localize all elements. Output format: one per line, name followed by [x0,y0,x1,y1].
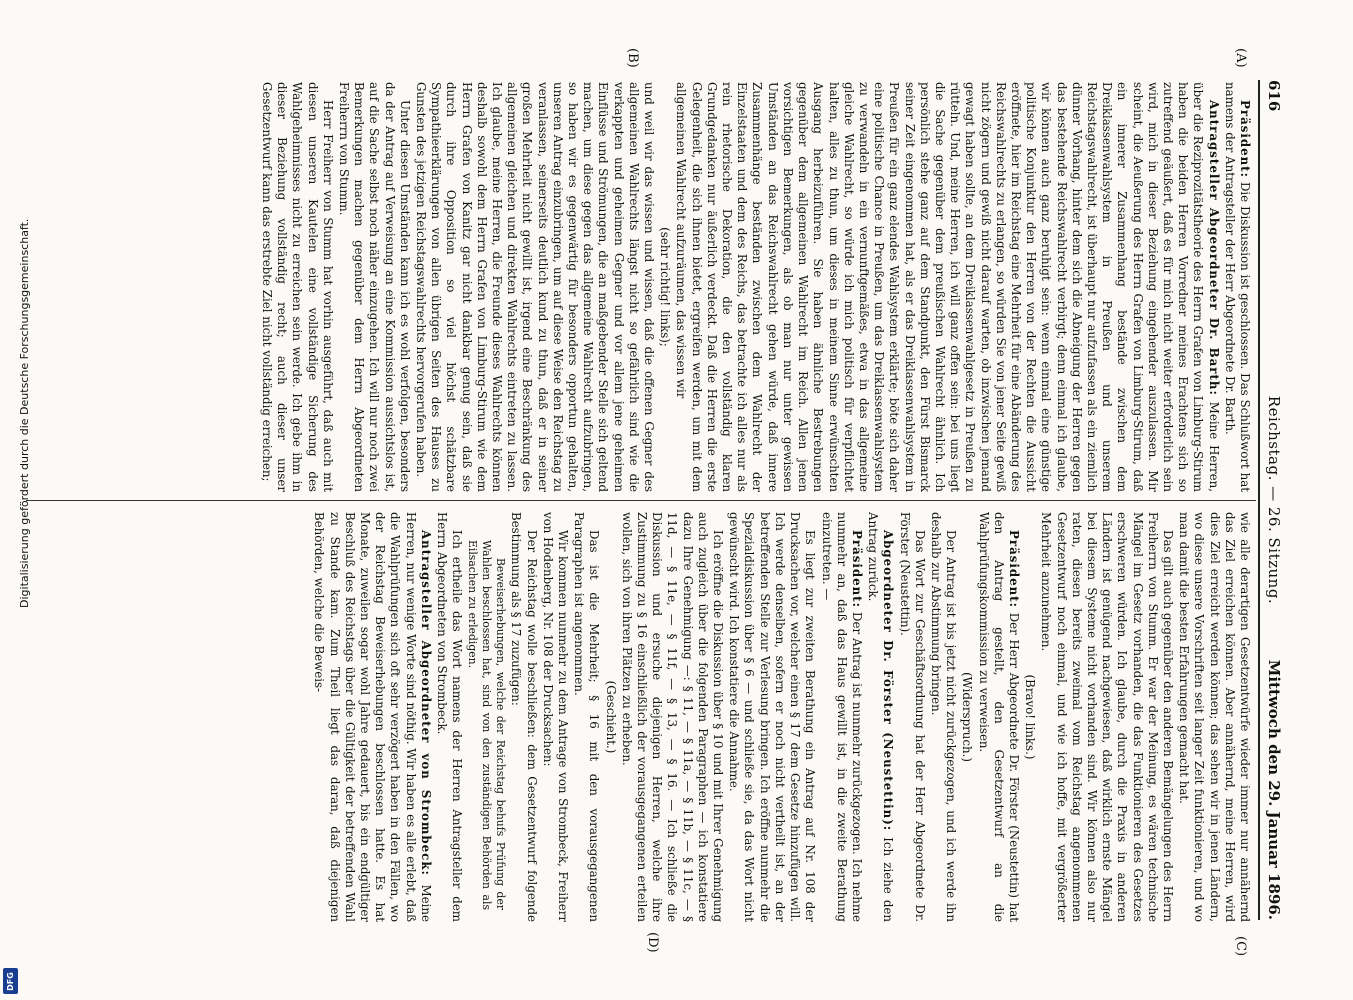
speaker-name: Präsident: [849,530,864,608]
dfg-logo [3,968,18,994]
margin-mark-a: (A) [1233,48,1248,68]
paragraph-text: (Bravo! links.) [1023,674,1038,760]
paragraph [726,512,817,922]
header-rule [1258,80,1260,920]
paragraph [602,512,617,922]
paragraph-text: (sehr richtig! links); [658,227,673,347]
speaker-name: Präsident: [1006,530,1021,608]
left-column [22,82,1252,492]
paragraph-text: Es liegt zur zweiten Berathung ein Antrag auf Nr. 108 der Drucksachen vor, welcher einen § 17 dem Gesetze hinzufügen will. Ich werde denselben, sofern er noch nicht vertheilt ist, an der betreffenden Stelle zur Verlesung bringen. Ich eröffne nunmehr die Spezialdiskussion über § 6 — und schließe sie, da das Wort nicht gewünscht wird. Ich konstatiere die Annahme. [727,512,818,922]
paragraph-text: Wir kommen nunmehr zu dem Antrage von Strombeck, Freiherr von Hodenberg, Nr. 108 der Drucksachen: [540,512,571,922]
paragraph-text: Die Diskussion ist geschlossen. Das Schlußwort hat namens der Antragsteller der Herr Abgeordnete Dr. Barth. [1222,82,1252,492]
paragraph-text: Der Reichstag wolle beschließen: dem Gesetzentwurf folgende Bestimmung als § 17 zuzufügen: [509,512,539,922]
paragraph-text: und weil wir das wissen und wissen, daß die offenen Gegner des allgemeinen Wahlrechts längst nicht so gefährlich sind wie die verkappten und geheimen Gegner und vor allem jene geheimen Einflüsse und Strömungen, die an maßgebender Stelle sich geltend machen, um diese gegen das allgemeine Wahlrecht aufzubringen, so haben wir es gegenwärtig für besonders opportun gehalten, unseren Antrag einzubringen, um auf diese Weise den Reichstag zu veranlassen, seinerseits deutlich kund zu thun, daß er in seiner großen Mehrheit nicht gewillt ist, irgend eine Beschränkung des allgemeinen gleichen und direkten Wahlrechts eintreten zu lassen. Ich glaube, meine Herren, die Freunde dieses Wahlrechts können deshalb sowohl dem Herrn Grafen von Limburg-Stirum wie dem Herrn Grafen von Kanitz gar nicht dankbar genug sein, daß sie durch ihre Opposition so viel höchst schätzbare Sympathieerklärungen von allen übrigen Seiten des Hauses zu Gunsten des jetzigen Reichstagswahlrechts hervorgerufen haben. [414,82,657,492]
paragraph [975,512,1021,922]
paragraph-text: Ich ertheile das Wort namens der Herren Antragsteller dem Herrn Abgeordneten von Strombeck. [435,512,465,922]
paragraph [336,82,412,492]
paragraph [818,512,864,922]
paragraph [311,512,433,922]
paragraph [1038,512,1175,922]
paragraph-text: Meine Herren, über die Reziprozitätstheorie des Herrn Grafen von Limburg-Stirum haben die beiden Herren Vorredner meines Erachtens sich so zutreffend geäußert, daß es für mich nicht weiter erforderlich sein wird, mich in dieser Beziehung eingehender auszulassen. Mir scheint, die Aeußerung des Herrn Grafen von Limburg-Stirum, daß ein innerer Zusammenhang bestände zwischen dem Dreiklassenwahlsystem in Preußen und unserem Reichstagswahlrecht, ist überhaupt nur aufzufassen als ein ziemlich dünner Vorhang, hinter dem sich die Abneigung der Herren gegen das bestehende Reichswahlrecht verbirgt; denn einmal ich glaube, wir können auch ganz beruhigt sein: wenn einmal eine günstige politische Konjunktur den Herren von der Rechten die Aussicht eröffnete, hier im Reichstag eine Mehrheit für eine Abänderung des Reichswahlrechts zu erlangen, so würden Sie von jener Seite gewiß nicht zögern und gewiß nicht darauf warten, ob inzwischen jemand gewagt haben sollte, an dem Dreiklassenwahlgesetz in Preußen zu rütteln. Und, meine Herren, ich will ganz offen sein: bei uns liegt die Sache gegenüber dem preußischen Wahlrecht ähnlich. Ich persönlich stehe ganz auf dem Standpunkt, den Fürst Bismarck seiner Zeit eingenommen hat, als er das Dreiklassenwahlsystem in Preußen für ein ganz elendes Wahlsystem erklärte; böte sich daher eine politische Chance in Preußen, um das Dreiklassenwahlsystem zu verwandeln in ein vernunftgemäßes, etwa in das allgemeine gleiche Wahlrecht, so würde ich mich politisch für verpflichtet halten, alles zu thun, um dieses in meinem Sinne erwünschten Ausgang herbeizuführen. Sie haben ähnliche Bestrebungen gegenüber dem allgemeinen Wahlrecht im Reich. Allen jenen vorsichtigen Bemerkungen, als ob man nur unter gewissen Umständen an das Reichswahlrecht gehen würde, daß innere Zusammenhänge beständen zwischen dem Wahlrecht der Einzelstaaten und dem des Reichs, das betrachte ich alles nur als rein rhetorische Dekoration, die den vollständig klaren Grundgedanken nur äußerlich verdeckt. Daß die Herren die erste Gelegenheit, die sich ihnen bietet, ergreifen werden, um mit dem allgemeinen Wahlrecht aufzuräumen, das wissen wir [674,82,1221,492]
margin-mark-b: (B) [625,48,640,68]
speaker-name: Präsident: [1238,100,1252,178]
paragraph [413,82,656,492]
footer [0,0,31,1000]
paragraph-text: Das gilt auch gegenüber den anderen Bemängelungen des Herrn Freiherrn von Stumm. Er war der Meinung, es wären technische Mängel im Gesetz vorhanden, die das Funktionieren des Gesetzes erschweren würden. Ich glaube, durch die Praxis in anderen Ländern ist genügend nachgewiesen, daß wirklich ernste Mängel bei diesem Systeme nicht vorhanden sind. Wir können also nur raten, diesen bereits zweimal vom Reichstag angenommenen Gesetzentwurf noch einmal, und wie ich hoffe, mit vergrößerter Mehrheit anzunehmen. [1039,512,1175,922]
paragraph [619,512,725,922]
paragraph [465,512,507,922]
header-title: Reichstag. — 26. Sitzung. [1265,395,1283,605]
page-number: 616 [1265,80,1283,112]
speaker-name: Antragsteller Abgeordneter Dr. Barth: [1206,100,1221,396]
funding-note: Digitalisierung gefördert durch die Deutsche Forschungsgemeinschaft. [18,218,31,608]
paragraph [865,512,895,922]
paragraph [959,512,974,922]
paragraph [1176,512,1252,922]
speaker-name: Antragsteller Abgeordneter von Strombeck: [418,530,433,876]
paragraph-text: Das ist die Mehrheit; § 16 mit den vorausgegangenen Paragraphen ist angenommen. [572,512,602,922]
paragraph [657,82,672,492]
paragraph [896,512,926,922]
right-column [22,512,1252,922]
page-header [1262,80,1286,920]
paragraph-text: Ich eröffne die Diskussion über § 10 und mit Ihrer Genehmigung auch zugleich über die folgenden Paragraphen — ich konstatiere dazu Ihre Genehmigung —: § 11, — § 11a, — § 11b, — § 11c, — § 11d, — § 11e, — § 11f, — § 13, — § 16. — Ich schließe die Diskussion und ersuche diejenigen Herren, welche ihre Zustimmung zu § 16 einschließlich der vorausgegangenen erteilen wollen, sich von ihren Plätzen zu erheben. [619,512,726,922]
dfg-logo-text: DFG [6,971,16,991]
paragraph-text: Der Herr Abgeordnete Dr. Förster (Neustettin) hat den Antrag gestellt, den Gesetzentwurf an die Wahlprüfungskommission zu verweisen. [976,512,1021,922]
paragraph [259,82,335,492]
paragraph-text: (Geschieht.) [603,680,618,754]
paragraph [571,512,601,922]
paragraph-text: wie alle derartigen Gesetzentwürfe wieder immer nur annähernd das Ziel erreichen können. Aber annähernd, meine Herren, wird dies Ziel erreicht werden können; das sehen wir in jenen Ländern, wo diese unsere Vorschriften seit langer Zeit funktionieren, und wo man damit die besten Erfahrungen gemacht hat. [1177,512,1252,922]
paragraph [434,512,464,922]
header-date: Mittwoch den 29. Januar 1896. [1265,659,1283,920]
paragraph-text: Unter diesen Umständen kann ich es wohl verfolgen, besonders da der Antrag auf Verweisung an eine Kommission aussichtslos ist, auf die Sache selbst noch näher einzugehen. Ich will nur noch zwei Bemerkungen machen gegenüber dem Herrn Abgeordneten Freiherrn von Stumm. [337,82,412,492]
paragraph [1022,512,1037,922]
paragraph [673,82,1220,492]
margin-mark-c: (C) [1233,936,1248,957]
paragraph-text: Beweiserhebungen, welche der Reichstag behufs Prüfung der Wahlen beschlossen hat, sind von den zuständigen Behörden als Eilsachen zu erledigen. [466,540,508,910]
paragraph-text: Meine Herren, nur wenige Worte sind nöthig. Wir haben es alle erlebt, daß die Wahlprüfungen sich oft sehr verzögert haben in den Fällen, wo der Reichstag Beweiserhebungen beschlossen hatte. Es hat Monate, zuweilen sogar wohl Jahre gedauert, bis ein endgültiger Beschluß des Reichstags über die Gültigkeit der betreffenden Wahl zu Stande kam. Zum Theil liegt das daran, daß diejenigen Behörden, welche die Beweis- [312,512,433,922]
paragraph [928,512,958,922]
paragraph-text: Der Antrag ist bis jetzt nicht zurückgezogen, und ich werde ihn deshalb zur Abstimmung bringen. [928,512,959,922]
paragraph-text: (Widerspruch.) [960,672,975,762]
paragraph [508,512,538,922]
column-divider [26,500,1256,501]
speaker-name: Abgeordneter Dr. Förster (Neustettin): [881,530,896,832]
paragraph-text: Das Wort zur Geschäftsordnung hat der Herr Abgeordnete Dr. Förster (Neustettin). [897,512,927,922]
margin-mark-d: (D) [645,932,660,953]
paragraph-text: Herr Freiherr von Stumm hat vorhin ausgeführt, daß auch mit diesen unseren Kautelen eine vollständige Sicherung des Wahlgeheimnisses nicht zu erreichen sein werde. Ich gebe ihm in dieser Beziehung vollständig recht; auch dieser unser Gesetzentwurf kann das erstrebte Ziel nicht vollständig erreichen; [260,82,335,492]
paragraph-text: Ich ziehe den Antrag zurück. [866,512,896,922]
paragraph [540,512,570,922]
paragraph-text: Der Antrag ist nunmehr zurückgezogen. Ich nehme nunmehr an, daß das Haus gewillt ist, in die zweite Berathung einzutreten. — [819,512,864,922]
paragraph [1222,82,1252,492]
